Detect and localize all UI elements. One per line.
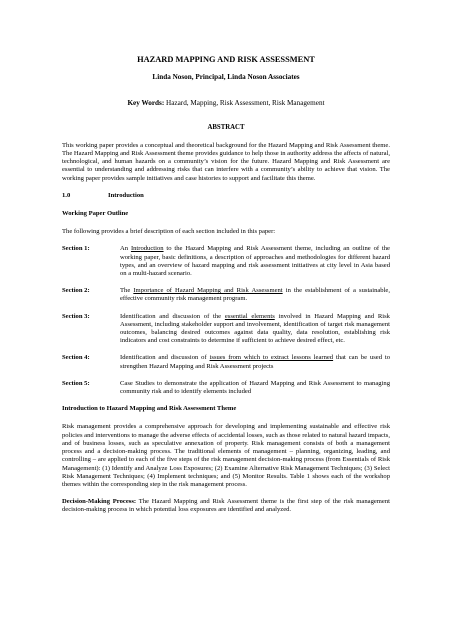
section-text-pre: An bbox=[120, 245, 131, 253]
theme-paragraph: Risk management provides a comprehensive approach for developing and implementing sustainable and effective risk policies and interventions to manage the adverse effects of accidental losses, such as those related to natural hazard impacts, and of business losses, such as speculative annexation of property. Risk management consists of both a management process and a decision-making process. The traditional elements of management – planning, organizing, leading, and controlling – are applied to each of the five steps of the risk management decision-making process (from Essentials of Risk Management): (1) Identify and Analyze Loss Exposures; (2) Examine Alternative Risk Management Techniques; (3) Select Risk Management Techniques; (4) Implement techniques; and (5) Monitor Results. Table 1 shows each of the workshop themes within the corresponding step in the risk management process. bbox=[62, 423, 390, 488]
theme-heading: Introduction to Hazard Mapping and Risk Assessment Theme bbox=[62, 405, 237, 413]
section-label: Section 2: bbox=[62, 287, 90, 295]
section-text-post: to the Hazard Mapping and Risk Assessment theme, including an outline of the working paper, basic definitions, a description of approaches and methodologies for different hazard types, and an overview of hazard mapping and risk assessment initiatives at city level in Asia based on a multi-hazard scenario. bbox=[120, 245, 390, 278]
outline-heading: Working Paper Outline bbox=[62, 210, 129, 218]
abstract-heading: ABSTRACT bbox=[207, 123, 245, 131]
section-row bbox=[62, 313, 390, 346]
keywords-text: Hazard, Mapping, Risk Assessment, Risk Management bbox=[166, 99, 325, 108]
keywords-label: Key Words: bbox=[127, 99, 165, 108]
section-label: Section 5: bbox=[62, 379, 90, 387]
section-heading bbox=[62, 192, 390, 200]
section-underlined-term: issues from which to extract lessons learned bbox=[209, 354, 334, 362]
section-text-post: Case Studies to demonstrate the application of Hazard Mapping and Risk Assessment to managing community risk and to identify elements included bbox=[120, 379, 390, 396]
section-row bbox=[62, 287, 390, 303]
document-title: HAZARD MAPPING AND RISK ASSESSMENT bbox=[137, 55, 315, 64]
section-description bbox=[120, 287, 390, 303]
section-description bbox=[120, 354, 390, 370]
decision-lead: Decision-Making Process: bbox=[62, 498, 137, 506]
outline-intro: The following provides a brief description of each section included in this paper: bbox=[62, 228, 276, 236]
section-text-pre: Identification and discussion of bbox=[120, 354, 210, 362]
section-description bbox=[120, 313, 390, 346]
keywords-line bbox=[62, 99, 390, 107]
section-text-post: involved in Hazard Mapping and Risk Assessment, including stakeholder support and involvement, identification of target risk management outcomes, balancing desired outcomes against data quality, data resolution, establishing risk indicators and cost constraints to determine if sufficient to achieve desired effect, etc. bbox=[120, 312, 390, 345]
section-text-post: that can be used to strengthen Hazard Mapping and Risk Assessment projects bbox=[120, 354, 391, 370]
decision-paragraph bbox=[62, 498, 390, 514]
section-underlined-term: Importance of Hazard Mapping and Risk Assessment bbox=[133, 287, 283, 295]
decision-text: The Hazard Mapping and Risk Assessment theme is the first step of the risk management decision-making process in which potential loss exposures are identified and analyzed. bbox=[62, 498, 390, 514]
section-text-pre: Identification and discussion of the bbox=[120, 312, 225, 320]
abstract-paragraph: This working paper provides a conceptual and theoretical background for the Hazard Mapping and Risk Assessment theme. The Hazard Mapping and Risk Assessment theme provides guidance to help those in authority address the affects of natural, technological, and human hazards on a community’s vision for the future. Hazard Mapping and Risk Assessment are essential to understanding and addressing risks that can interfere with a community’s ability to achieve that vision. The working paper provides sample initiatives and case histories to support and facilitate this theme. bbox=[62, 141, 390, 182]
section-row bbox=[62, 380, 390, 396]
section-label: Section 4: bbox=[62, 354, 90, 362]
section-number: 1.0 bbox=[62, 191, 71, 199]
section-row bbox=[62, 245, 390, 278]
section-list bbox=[62, 245, 390, 396]
section-underlined-term: essential elements bbox=[224, 312, 275, 320]
section-row bbox=[62, 354, 390, 370]
section-text-pre: The bbox=[120, 287, 134, 295]
section-label: Section 3: bbox=[62, 312, 90, 320]
document-author: Linda Noson, Principal, Linda Noson Associates bbox=[152, 73, 300, 82]
section-title: Introduction bbox=[108, 191, 144, 199]
section-description bbox=[120, 380, 390, 396]
section-underlined-term: Introduction bbox=[130, 245, 164, 253]
section-label: Section 1: bbox=[62, 245, 90, 253]
section-text-post: in the establishment of a sustainable, effective community risk management program. bbox=[120, 287, 390, 303]
section-description bbox=[120, 245, 390, 278]
